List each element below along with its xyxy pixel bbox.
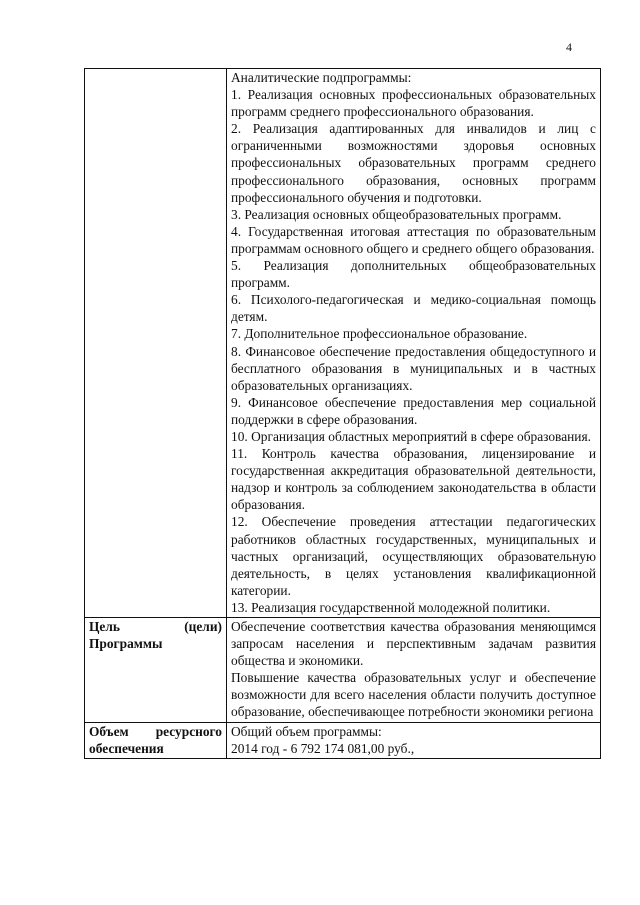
resources-cell — [227, 722, 601, 758]
subprogram-item: 1. Реализация основных профессиональных образовательных программ среднего профессионального образования. — [231, 87, 596, 120]
subprogram-item: 4. Государственная итоговая аттестация по образовательным программам основного общего и среднего общего образования. — [231, 223, 596, 256]
label-line: Программы — [89, 636, 163, 652]
row-label-resources — [85, 722, 227, 758]
subprogram-item: 13. Реализация государственной молодежной политики. — [231, 599, 551, 615]
subprogram-item: 5. Реализация дополнительных общеобразовательных программ. — [231, 258, 596, 291]
subprograms-cell — [227, 69, 601, 618]
subprogram-item: 8. Финансовое обеспечение предоставления общедоступного и бесплатного образования в муниципальных и в частных образовательных организациях. — [231, 343, 596, 393]
subprogram-item: 3. Реализация основных общеобразовательных программ. — [231, 206, 562, 222]
goal-paragraph: Обеспечение соответствия качества образования меняющимся запросам населения и перспективным задачам развития общества и экономики. — [231, 619, 596, 669]
page-number: 4 — [566, 40, 572, 54]
subprogram-item: 9. Финансовое обеспечение предоставления мер социальной поддержки в сфере образования. — [231, 394, 596, 427]
label-line: обеспечения — [89, 740, 164, 756]
subprogram-item: 7. Дополнительное профессиональное образование. — [231, 326, 528, 342]
row-label-goals — [85, 618, 227, 723]
resources-paragraph: Общий объем программы: — [231, 723, 382, 739]
subprogram-item: 6. Психолого-педагогическая и медико-социальная помощь детям. — [231, 292, 596, 325]
table-row-resources — [85, 722, 601, 758]
subprogram-item: 10. Организация областных мероприятий в сфере образования. — [231, 428, 591, 444]
subprograms-heading: Аналитические подпрограммы: — [231, 70, 412, 85]
subprogram-item: 12. Обеспечение проведения аттестации педагогических работников областных государственных, муниципальных и частных организаций, осуществляющих образовательную деятельность, в целях установления квалификационной категории. — [231, 514, 596, 598]
label-line: Объем ресурсного — [89, 723, 222, 739]
table-row-goals — [85, 618, 601, 723]
table-row-subprograms — [85, 69, 601, 618]
goals-cell — [227, 618, 601, 723]
resources-paragraph: 2014 год - 6 792 174 081,00 руб., — [231, 740, 415, 756]
label-line: Цель (цели) — [89, 619, 222, 634]
row-label-empty — [85, 69, 227, 618]
program-passport-table — [84, 68, 601, 759]
goal-paragraph: Повышение качества образовательных услуг и обеспечение возможности для всего населения области получить доступное образование, обеспечивающее потребности экономики региона — [231, 670, 596, 720]
subprogram-item: 2. Реализация адаптированных для инвалидов и лиц с ограниченными возможностями здоровья основных профессиональных образовательных программ среднего профессионального образования, основных программ профессионального обучения и подготовки. — [231, 121, 596, 205]
subprogram-item: 11. Контроль качества образования, лицензирование и государственная аккредитация образовательной деятельности, надзор и контроль за соблюдением законодательства в области образования. — [231, 446, 596, 513]
